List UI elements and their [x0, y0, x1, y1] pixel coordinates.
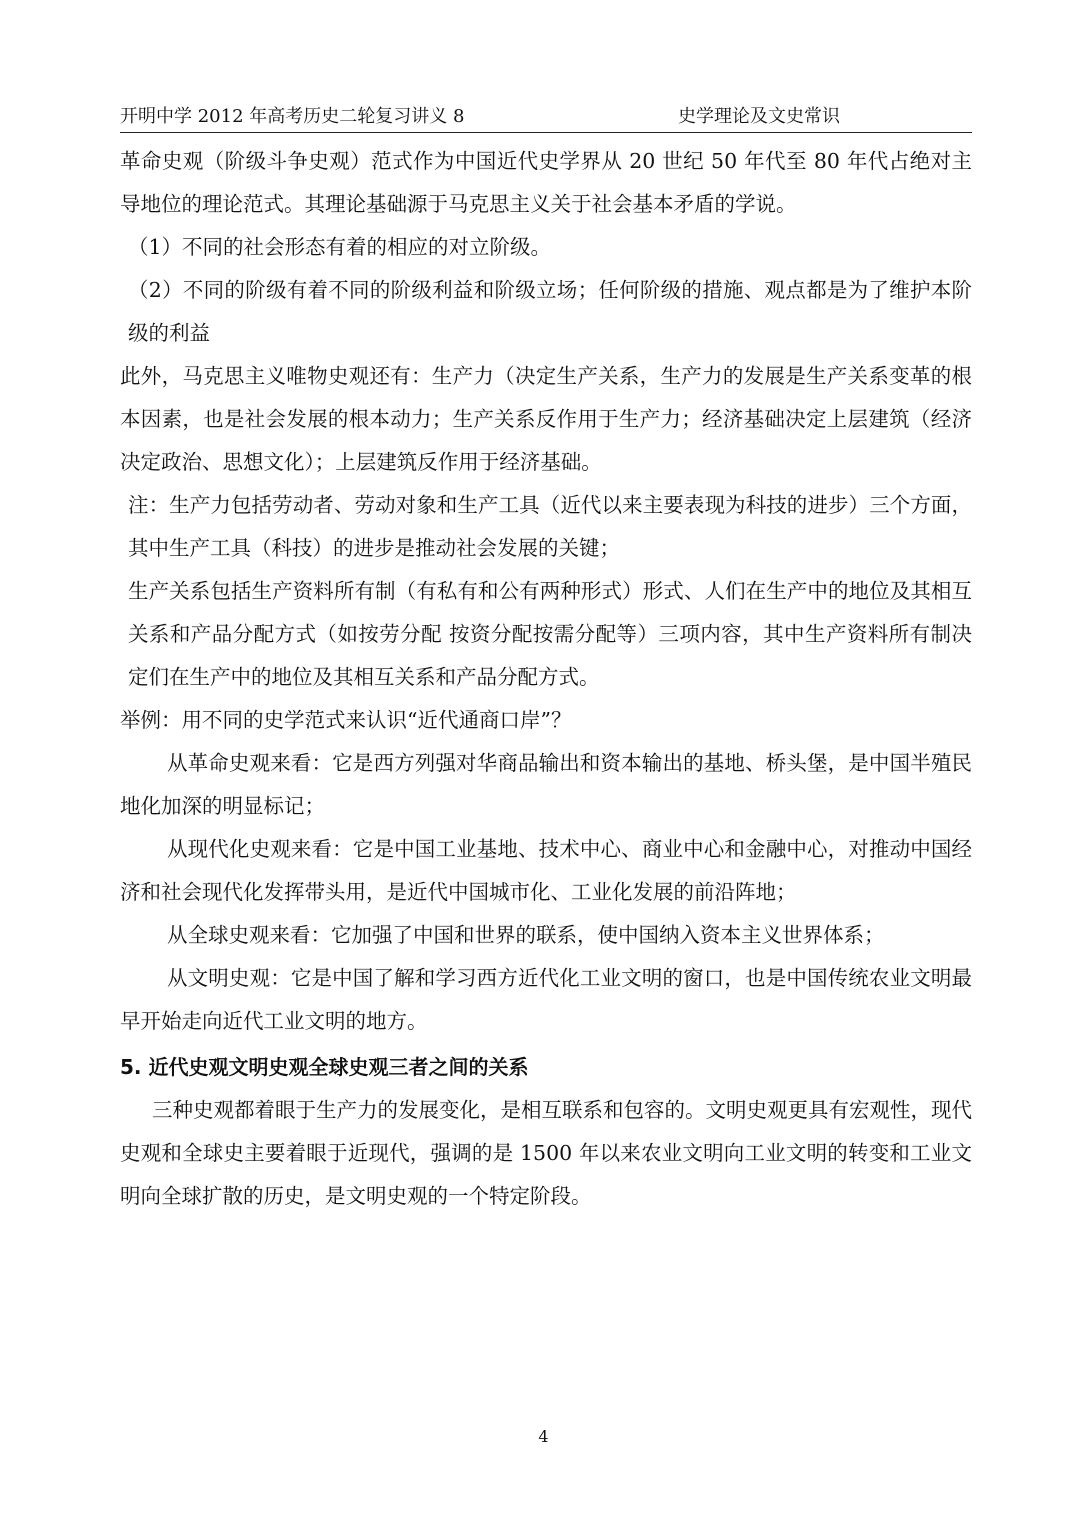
section-paragraph: 三种史观都着眼于生产力的发展变化，是相互联系和包容的。文明史观更具有宏观性，现代史观和全球史主要着眼于近现代，强调的是 1500 年以来农业文明向工业文明的转变和工业文明向全球扩散的历史，是文明史观的一个特定阶段。 [120, 1098, 972, 1208]
list-item-1: （1）不同的社会形态有着的相应的对立阶级。 [128, 235, 552, 259]
list-item-2: （2）不同的阶级有着不同的阶级利益和阶级立场；任何阶级的措施、观点都是为了维护本阶级的利益 [128, 278, 972, 345]
paragraph-global-view: 从全球史观来看：它加强了中国和世界的联系，使中国纳入资本主义世界体系； [167, 923, 885, 947]
page-number: 4 [538, 1427, 549, 1446]
paragraph-example-question: 举例：用不同的史学范式来认识“近代通商口岸”？ [120, 708, 572, 732]
paragraph-note-productive-forces: 注：生产力包括劳动者、劳动对象和生产工具（近代以来主要表现为科技的进步）三个方面，其中生产工具（科技）的进步是推动社会发展的关键； [128, 493, 972, 560]
paragraph-revolution-paradigm: 革命史观（阶级斗争史观）范式作为中国近代史学界从 20 世纪 50 年代至 80 年代占绝对主导地位的理论范式。其理论基础源于马克思主义关于社会基本矛盾的学说。 [120, 149, 972, 216]
paragraph-relations-of-production: 生产关系包括生产资料所有制（有私有和公有两种形式）形式、人们在生产中的地位及其相互关系和产品分配方式（如按劳分配 按资分配按需分配等）三项内容，其中生产资料所有制决定们在生产中的地位及其相互关系和产品分配方式。 [128, 579, 972, 689]
header-title: 开明中学 2012 年高考历史二轮复习讲义 8 [120, 106, 465, 127]
document-body [120, 140, 972, 1218]
paragraph-civilization-view: 从文明史观：它是中国了解和学习西方近代化工业文明的窗口，也是中国传统农业文明最早开始走向近代工业文明的地方。 [120, 966, 972, 1033]
header-subject: 史学理论及文史常识 [678, 106, 840, 127]
paragraph-revolution-view: 从革命史观来看：它是西方列强对华商品输出和资本输出的基地、桥头堡，是中国半殖民地化加深的明显标记； [120, 751, 972, 818]
paragraph-historical-materialism: 此外，马克思主义唯物史观还有：生产力（决定生产关系，生产力的发展是生产关系变革的根本因素，也是社会发展的根本动力；生产关系反作用于生产力；经济基础决定上层建筑（经济决定政治、思想文化）；上层建筑反作用于经济基础。 [120, 364, 972, 474]
section-heading: 5. 近代史观文明史观全球史观三者之间的关系 [120, 1055, 529, 1079]
page-header [120, 104, 972, 133]
paragraph-modernization-view: 从现代化史观来看：它是中国工业基地、技术中心、商业中心和金融中心，对推动中国经济和社会现代化发挥带头用，是近代中国城市化、工业化发展的前沿阵地； [120, 837, 972, 904]
